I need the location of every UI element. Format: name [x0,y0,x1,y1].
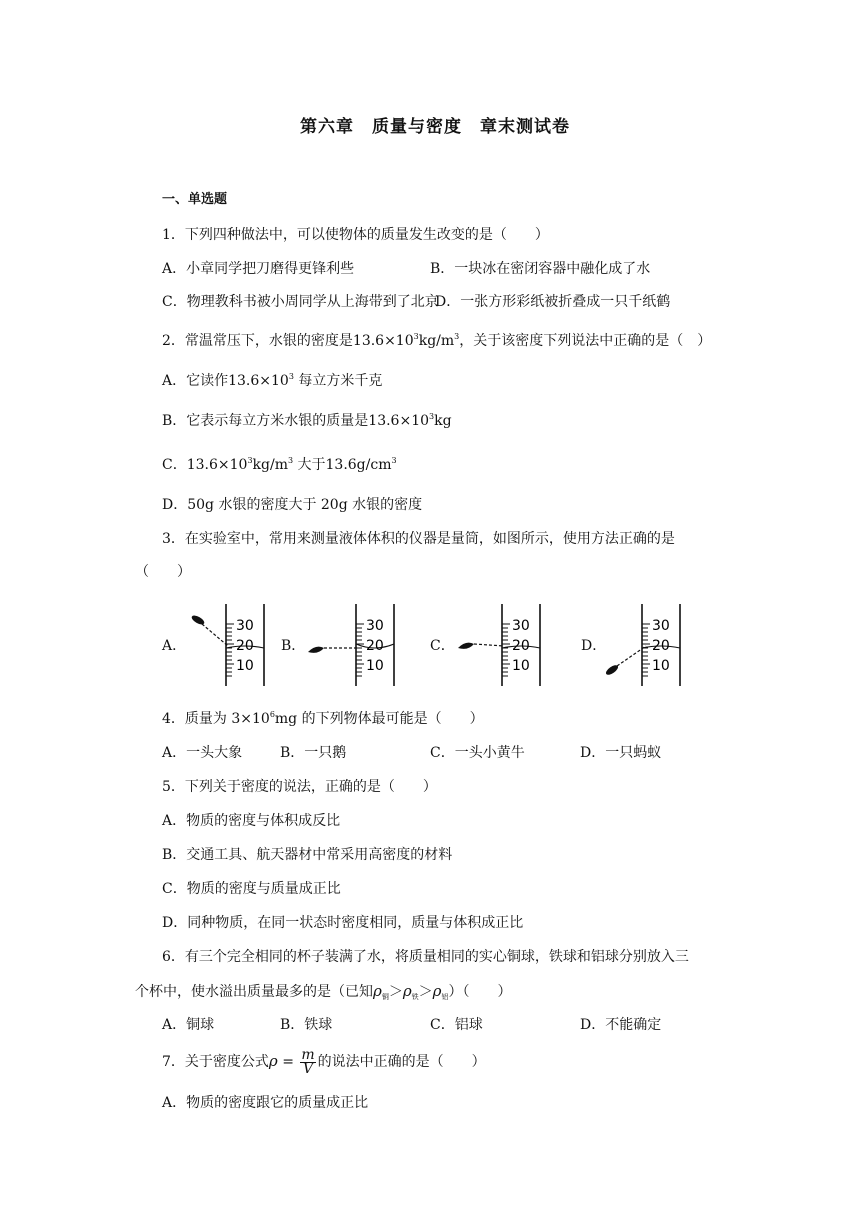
q5-option-b: B．交通工具、航天器材中常采用高密度的材料 [162,847,453,863]
question-6-stem-cont: 个杯中，使水溢出质量最多的是（已知$\rho_铜>\rho_铁>\rho_铝$）（ ） [135,982,512,1001]
scale-20: 20 [236,638,254,654]
question-1-stem: 1．下列四种做法中，可以使物体的质量发生改变的是（ ） [162,227,549,243]
question-5-stem: 5．下列关于密度的说法，正确的是（ ） [162,779,437,795]
q4-option-a: A．一头大象 [162,745,243,761]
q2-option-d: D．50g 水银的密度大于 20g 水银的密度 [162,497,423,513]
q5-option-a: A．物质的密度与体积成反比 [162,813,341,829]
q4-option-d: D．一只蚂蚁 [580,745,662,761]
q3-figure-a [188,600,268,690]
q1-option-d: D．一张方形彩纸被折叠成一只千纸鹤 [435,294,671,310]
scale-10: 10 [236,658,254,674]
q6-option-a: A．铜球 [162,1017,215,1033]
q3-figure-c [452,600,552,690]
q2-option-a: A．它读作$13.6\times 10^3$ 每立方米千克 [162,372,383,389]
svg-text:30: 30 [366,618,384,634]
q3-option-d-label: D． [581,638,607,654]
q3-figure-d [600,600,700,690]
q5-option-d: D．同种物质，在同一状态时密度相同，质量与体积成正比 [162,915,524,931]
q4-option-b: B．一只鹅 [280,745,347,761]
question-3-stem-cont: （ ） [135,564,191,580]
q3-option-a-label: A． [162,638,187,654]
q3-option-b-label: B． [281,638,306,654]
q1-option-c: C．物理教科书被小周同学从上海带到了北京 [162,294,439,310]
question-3-stem: 3．在实验室中，常用来测量液体体积的仪器是量筒，如图所示，使用方法正确的是 [162,531,675,547]
svg-text:10: 10 [652,658,670,674]
svg-text:20: 20 [366,638,384,654]
svg-text:30: 30 [512,618,530,634]
page-title: 第六章 质量与密度 章末测试卷 [300,117,570,137]
svg-text:20: 20 [512,638,530,654]
q2-option-b: B．它表示每立方米水银的质量是$13.6\times 10^3kg$ [162,412,452,429]
svg-text:10: 10 [512,658,530,674]
q3-figure-b [306,600,406,690]
question-4-stem: 4．质量为 $3\times 10^6mg$ 的下列物体最可能是（ ） [162,710,484,727]
q6-option-d: D．不能确定 [580,1017,662,1033]
q1-option-b: B．一块冰在密闭容器中融化成了水 [430,261,651,277]
question-7-stem: 7．关于密度公式ρ = $\frac{m}{V}$ 的说法中正确的是（ ） [162,1046,486,1077]
svg-text:10: 10 [366,658,384,674]
q6-option-c: C．铝球 [430,1017,483,1033]
svg-text:30: 30 [652,618,670,634]
q6-option-b: B．铁球 [280,1017,333,1033]
q4-option-c: C．一头小黄牛 [430,745,525,761]
q2-option-c: C．$13.6\times 10^3kg/m^3$ 大于$13.6g/cm^3$ [162,456,397,473]
question-2-stem: 2．常温常压下，水银的密度是$13.6\times 10^3kg/m^3$，关于该密度下列说法中正确的是（ ） [162,332,712,349]
q5-option-c: C．物质的密度与质量成正比 [162,881,341,897]
q1-option-a: A．小章同学把刀磨得更锋利些 [162,261,355,277]
q3-option-c-label: C． [430,638,455,654]
svg-text:20: 20 [652,638,670,654]
section-heading: 一、单选题 [162,192,228,207]
q7-option-a: A．物质的密度跟它的质量成正比 [162,1095,369,1111]
scale-30: 30 [236,618,254,634]
question-6-stem: 6．有三个完全相同的杯子装满了水，将质量相同的实心铜球，铁球和铝球分别放入三 [162,949,689,965]
density-formula-fraction: $\frac{m}{V}$ [301,1046,315,1077]
